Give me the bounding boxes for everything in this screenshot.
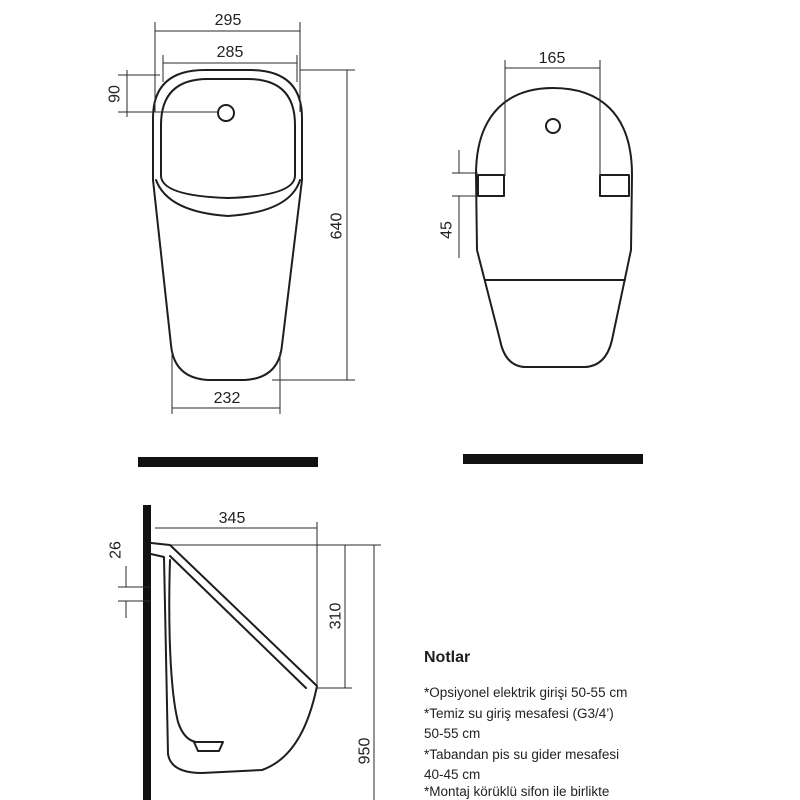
rear-view-inlet-hole [546,119,560,133]
dim-label-width-outer: 295 [214,12,242,29]
rear-view-outline [476,88,632,367]
dim-label-depth: 345 [218,510,246,527]
side-view-outlet [194,742,223,751]
note-line: *Temiz su giriş mesafesi (G3/4’) [424,706,614,721]
dim-label-mounting-height: 950 [356,737,374,765]
note-line: *Opsiyonel elektrik girişi 50-55 cm [424,685,628,700]
dim-label-inlet-spacing: 165 [538,50,566,67]
rear-view-bracket-left [478,175,504,196]
side-view-outline [151,543,317,773]
note-line: 50-55 cm [424,726,481,741]
notes [424,649,627,799]
dim-label-width-inner: 285 [216,44,244,61]
dim-label-hole-offset: 90 [106,85,124,103]
note-line: *Montaj körüklü sifon ile birlikte [424,784,610,799]
side-view-wall [143,505,151,800]
note-line: 40-45 cm [424,767,481,782]
front-view [107,12,356,467]
front-view-inlet-hole [218,105,234,121]
rear-view-scale-bar [463,454,643,464]
dim-label-height: 640 [328,212,346,240]
notes-title: Notlar [424,649,471,666]
note-line: *Tabandan pis su gider mesafesi [424,747,620,762]
side-view-inner-bowl [169,560,196,742]
front-view-bowl-rim [161,79,295,198]
dim-label-bowl-height: 310 [327,602,345,630]
front-view-outline [153,70,302,380]
front-view-scale-bar [138,457,318,467]
side-view-inner-lip [170,556,306,688]
rear-view [439,50,644,464]
dim-label-bracket-height: 45 [438,221,456,239]
dim-label-base-width: 232 [213,390,241,407]
rear-view-bracket-right [600,175,629,196]
side-view [108,505,382,800]
dim-label-lip-height: 26 [107,541,125,559]
